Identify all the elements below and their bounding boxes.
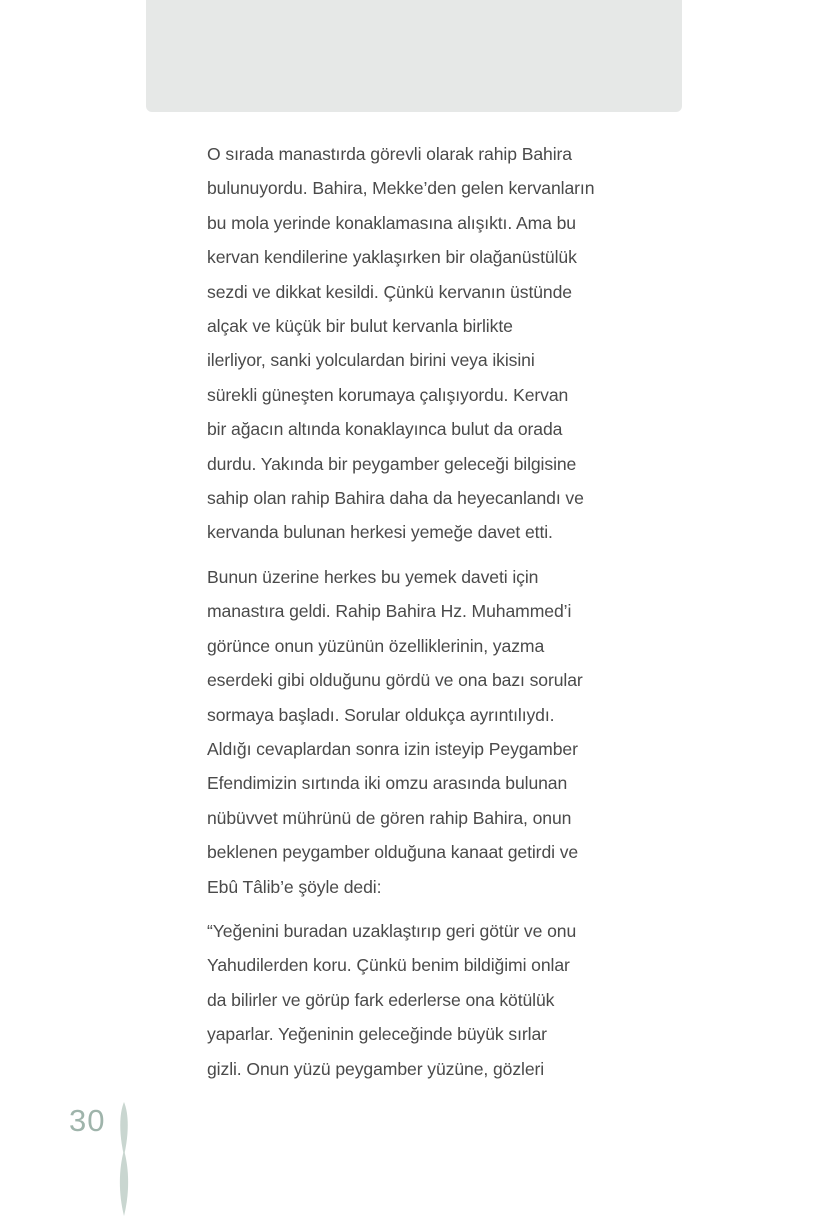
text-line: alçak ve küçük bir bulut kervanla birlikte <box>207 316 513 337</box>
text-line: ilerliyor, sanki yolculardan birini veya ikisini <box>207 350 535 371</box>
text-line: bulunuyordu. Bahira, Mekke’den gelen kervanların <box>207 178 595 199</box>
text-line: da bilirler ve görüp fark ederlerse ona kötülük <box>207 989 555 1010</box>
text-line: gizli. Onun yüzü peygamber yüzüne, gözleri <box>207 1058 545 1079</box>
text-line: Aldığı cevaplardan sonra izin isteyip Peygamber <box>207 738 578 759</box>
text-line: nübüvvet mührünü de gören rahip Bahira, onun <box>207 807 572 828</box>
text-line: “Yeğenini buradan uzaklaştırıp geri götür ve onu <box>207 920 577 941</box>
text-line: Efendimizin sırtında iki omzu arasında bulunan <box>207 773 568 794</box>
text-line: manastıra geldi. Rahip Bahira Hz. Muhammed’i <box>207 601 572 622</box>
page-number: 30 <box>69 1103 106 1138</box>
text-line: yaparlar. Yeğeninin geleceğinde büyük sırlar <box>207 1024 547 1045</box>
text-line: sormaya başladı. Sorular oldukça ayrıntılıydı. <box>207 704 555 725</box>
text-line: kervan kendilerine yaklaşırken bir olağanüstülük <box>207 247 577 268</box>
text-line: sahip olan rahip Bahira daha da heyecanlandı ve <box>207 488 584 509</box>
ornament-icon <box>114 1100 134 1217</box>
text-line: bu mola yerinde konaklamasına alışıktı. Ama bu <box>207 212 576 233</box>
header-image-placeholder <box>146 0 682 112</box>
text-line: Ebû Tâlib’e şöyle dedi: <box>207 876 382 897</box>
text-line: durdu. Yakında bir peygamber geleceği bilgisine <box>207 453 577 474</box>
text-line: bir ağacın altında konaklayınca bulut da orada <box>207 419 563 440</box>
text-line: Bunun üzerine herkes bu yemek daveti için <box>207 566 539 587</box>
text-line: sürekli güneşten korumaya çalışıyordu. Kervan <box>207 384 569 405</box>
text-line: Yahudilerden koru. Çünkü benim bildiğimi onlar <box>207 955 570 976</box>
text-line: kervanda bulunan herkesi yemeğe davet etti. <box>207 522 553 543</box>
text-line: eserdeki gibi olduğunu gördü ve ona bazı sorular <box>207 670 583 691</box>
body-text <box>207 137 647 1096</box>
paragraph-1 <box>207 137 647 550</box>
text-line: O sırada manastırda görevli olarak rahip Bahira <box>207 144 572 164</box>
text-line: sezdi ve dikkat kesildi. Çünkü kervanın üstünde <box>207 281 572 302</box>
text-line: görünce onun yüzünün özelliklerinin, yazma <box>207 635 545 656</box>
paragraph-3 <box>207 914 647 1086</box>
paragraph-2 <box>207 560 647 904</box>
text-line: beklenen peygamber olduğuna kanaat getirdi ve <box>207 842 579 863</box>
